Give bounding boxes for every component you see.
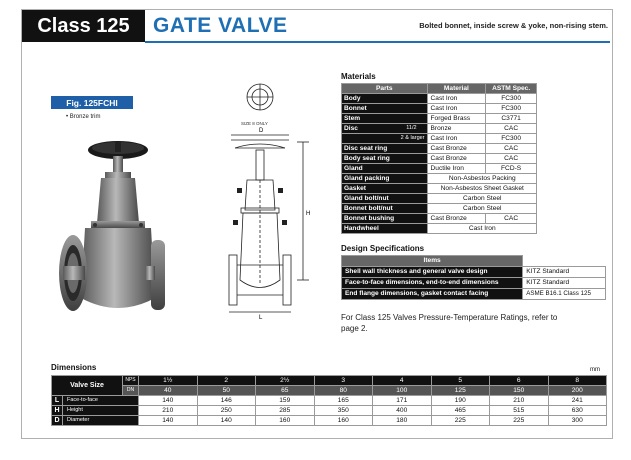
dim-value: 140 (139, 396, 198, 406)
table-row (342, 114, 537, 124)
part-name: Gasket (342, 184, 428, 194)
dim-letter-l: L (259, 315, 263, 320)
dim-value: 140 (197, 416, 256, 426)
dim-value: 400 (373, 406, 432, 416)
table-row (342, 184, 537, 194)
dim-label: Diameter (63, 416, 139, 426)
table-row (342, 267, 606, 278)
nps-value: 8 (548, 376, 607, 386)
materials-title: Materials (341, 72, 376, 81)
nps-value: 4 (373, 376, 432, 386)
part-material: Cast Iron (427, 94, 486, 104)
part-material: Cast Iron (427, 104, 486, 114)
dim-value: 140 (139, 416, 198, 426)
table-row (342, 144, 537, 154)
dn-value: 50 (197, 386, 256, 396)
design-specs-header: Items (342, 256, 523, 267)
part-spec: FC300 (486, 104, 537, 114)
header-rule (145, 41, 610, 43)
dim-value: 630 (548, 406, 607, 416)
part-material: Cast Iron (427, 134, 486, 144)
part-name: Bonnet bolt/nut (342, 204, 428, 214)
dim-value: 465 (431, 406, 490, 416)
dim-value: 350 (314, 406, 373, 416)
figure-label: Fig. 125FCHI (51, 96, 133, 109)
dim-value: 165 (314, 396, 373, 406)
part-name: Disc seat ring (342, 144, 428, 154)
dim-value: 210 (490, 396, 549, 406)
table-row (342, 204, 537, 214)
page-subtitle: Bolted bonnet, inside screw & yoke, non-rising stem. (419, 21, 608, 30)
page-title: GATE VALVE (153, 14, 288, 37)
spec-item: End flange dimensions, gasket contact facing (342, 289, 523, 300)
part-name: Body seat ring (342, 154, 428, 164)
materials-header: Parts (342, 84, 428, 94)
part-material: Non-Asbestos Packing (427, 174, 536, 184)
nps-value: 2½ (256, 376, 315, 386)
design-specs-header-row (342, 256, 606, 267)
table-row (342, 134, 537, 144)
spec-value: KITZ Standard (523, 267, 606, 278)
table-row (342, 174, 537, 184)
dim-value: 241 (548, 396, 607, 406)
part-spec: CAC (486, 154, 537, 164)
table-row (342, 154, 537, 164)
dim-value: 250 (197, 406, 256, 416)
part-sub: 11/2 (406, 125, 417, 131)
size-note: SIZE 8 ONLY (241, 121, 268, 126)
valve-size-label: Valve Size (52, 376, 123, 396)
class-label: Class 125 (22, 10, 145, 42)
materials-header: ASTM Spec. (486, 84, 537, 94)
dim-value: 190 (431, 396, 490, 406)
part-spec: CAC (486, 214, 537, 224)
nps-value: 1½ (139, 376, 198, 386)
spec-item: Shell wall thickness and general valve design (342, 267, 523, 278)
valve-photo (55, 128, 170, 353)
nps-row (52, 376, 607, 386)
part-material: Cast Bronze (427, 214, 486, 224)
nps-value: 5 (431, 376, 490, 386)
nps-value: 2 (197, 376, 256, 386)
dn-value: 150 (490, 386, 549, 396)
dn-value: 125 (431, 386, 490, 396)
dim-value: 146 (197, 396, 256, 406)
dim-key: D (52, 416, 63, 426)
part-name: Disc (344, 125, 358, 132)
materials-table (341, 83, 537, 234)
table-row (342, 104, 537, 114)
dn-label: DN (123, 386, 139, 396)
part-name: Stem (342, 114, 428, 124)
part-material: Bronze (427, 124, 486, 134)
part-material: Carbon Steel (427, 204, 536, 214)
dim-value: 160 (314, 416, 373, 426)
part-material: Carbon Steel (427, 194, 536, 204)
part-name: Gland bolt/nut (342, 194, 428, 204)
part-spec: CAC (486, 144, 537, 154)
part-spec: CAC (486, 124, 537, 134)
part-name: Bonnet (342, 104, 428, 114)
nps-value: 3 (314, 376, 373, 386)
dim-letter-d: D (259, 128, 264, 134)
part-sub: 2 & larger (342, 134, 428, 144)
dim-value: 285 (256, 406, 315, 416)
materials-header: Material (427, 84, 486, 94)
table-row (52, 416, 607, 426)
table-row (342, 278, 606, 289)
part-name: Body (342, 94, 428, 104)
dim-value: 210 (139, 406, 198, 416)
dim-value: 160 (256, 416, 315, 426)
dn-value: 65 (256, 386, 315, 396)
part-name: Gland packing (342, 174, 428, 184)
dn-value: 80 (314, 386, 373, 396)
dim-value: 515 (490, 406, 549, 416)
dn-value: 200 (548, 386, 607, 396)
table-row (342, 124, 537, 134)
dim-label: Face-to-face (63, 396, 139, 406)
ratings-note: For Class 125 Valves Pressure-Temperature Ratings, refer to page 2. (341, 313, 558, 333)
spec-value: ASME B16.1 Class 125 (523, 289, 606, 300)
dim-value: 300 (548, 416, 607, 426)
part-name-disc (342, 124, 428, 134)
part-material: Cast Iron (427, 224, 536, 234)
part-name: Gland (342, 164, 428, 174)
part-material: Cast Bronze (427, 144, 486, 154)
dimensions-table (51, 375, 607, 426)
table-row (342, 194, 537, 204)
part-material: Cast Bronze (427, 154, 486, 164)
dimensions-unit: mm (590, 367, 600, 373)
table-row (342, 214, 537, 224)
table-row (342, 164, 537, 174)
dim-value: 180 (373, 416, 432, 426)
cross-section-drawing (225, 80, 325, 320)
part-spec: FCD-S (486, 164, 537, 174)
dimensions-title: Dimensions (51, 363, 97, 372)
dn-value: 40 (139, 386, 198, 396)
part-name: Handwheel (342, 224, 428, 234)
dim-value: 225 (490, 416, 549, 426)
dim-value: 171 (373, 396, 432, 406)
part-material: Ductile Iron (427, 164, 486, 174)
table-row (52, 396, 607, 406)
spec-value: KITZ Standard (523, 278, 606, 289)
part-material: Non-Asbestos Sheet Gasket (427, 184, 536, 194)
part-spec: C3771 (486, 114, 537, 124)
part-spec: FC300 (486, 134, 537, 144)
table-row (342, 94, 537, 104)
dim-value: 225 (431, 416, 490, 426)
dn-value: 100 (373, 386, 432, 396)
design-specs-header-blank (523, 256, 606, 267)
design-specs-title: Design Specifications (341, 244, 425, 253)
design-specs-table (341, 255, 606, 300)
table-row (342, 224, 537, 234)
dim-value: 159 (256, 396, 315, 406)
materials-header-row (342, 84, 537, 94)
dim-key: L (52, 396, 63, 406)
table-row (52, 406, 607, 416)
table-row (342, 289, 606, 300)
part-name: Bonnet bushing (342, 214, 428, 224)
spec-item: Face-to-face dimensions, end-to-end dimensions (342, 278, 523, 289)
dim-label: Height (63, 406, 139, 416)
dim-key: H (52, 406, 63, 416)
nps-value: 6 (490, 376, 549, 386)
part-spec: FC300 (486, 94, 537, 104)
part-material: Forged Brass (427, 114, 486, 124)
nps-label: NPS (123, 376, 139, 386)
trim-note: • Bronze trim (66, 114, 101, 120)
dn-row (52, 386, 607, 396)
dim-letter-h: H (306, 211, 311, 217)
